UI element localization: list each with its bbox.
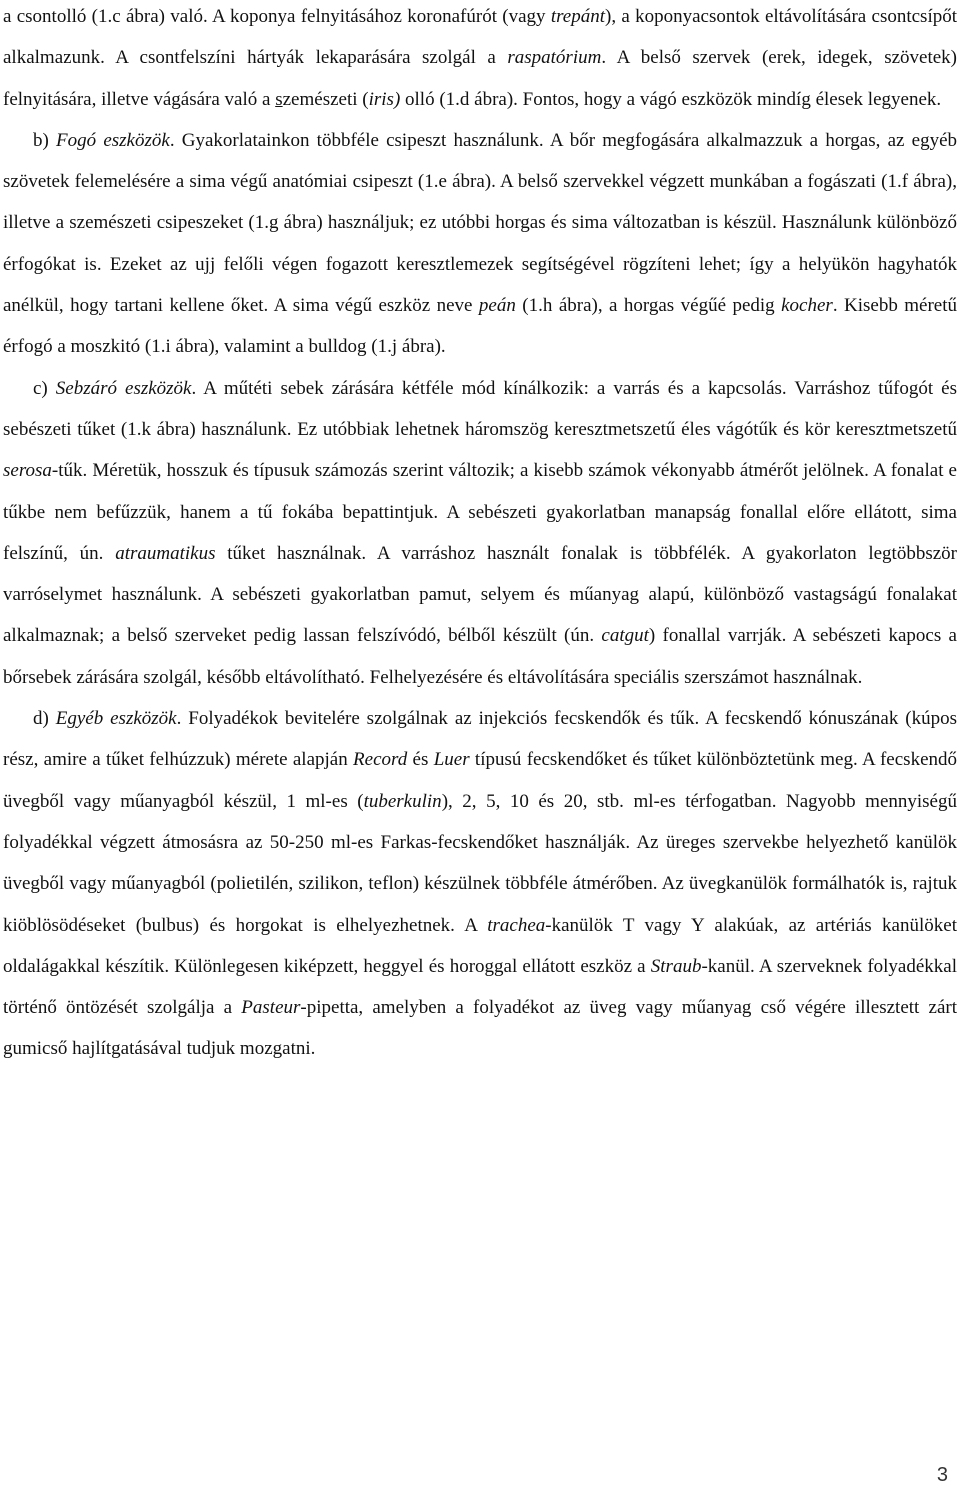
text-segment: ), 2, 5, 10 és 20, stb. ml-es térfogatban. Nagyobb mennyiségű folyadékkal végzett átmosásra az 50-250 ml-es Farkas-fecskendőket használják. Az üreges szervekbe helyezhető kanülök üvegből vagy műanyagból (polietilén, szilikon, teflon) készülnek többféle átmérőben. Az üvegkanülök formálhatók is, rajtuk kiöblösödéseket (bulbus) és horgokat is elhelyezhetnek. A: [3, 790, 957, 936]
text-segment: Straub: [650, 955, 702, 977]
text-segment: iris): [368, 88, 401, 110]
text-segment: . Gyakorlatainkon többféle csipeszt használunk. A bőr megfogására alkalmazzuk a horgas, az egyéb szövetek felemelésére a sima végű anatómiai csipeszt (1.e ábra). A belső szervekkel végzett munkában a fogászati (1.f ábra), illetve a szemészeti csipeszeket (1.g ábra) használjuk; ez utóbbi horgas és sima változatban is készül. Használunk különböző érfogókat is. Ezeket az ujj felőli végen fogazott keresztlemezek segítségével rögzíteni lehet; így a helyükön hagyhatók anélkül, hogy tartani kellene őket. A sima végű eszköz neve: [3, 129, 958, 317]
text-segment: c): [33, 377, 56, 399]
text-segment: -kanül. A szerveknek folyadékkal történő öntözését szolgálja a: [3, 955, 957, 1019]
text-segment: trachea: [487, 914, 546, 936]
text-segment: Sebzáró eszközök: [55, 377, 192, 399]
text-segment: b): [33, 129, 57, 151]
text-segment: típusú fecskendőket és tűket különböztetünk meg. A fecskendő üvegből vagy műanyagból készül, 1 ml-es (: [3, 749, 958, 812]
text-segment: olló (1.d ábra). Fontos, hogy a vágó eszközök mindíg élesek legyenek.: [400, 88, 942, 110]
text-segment: Egyéb eszközök: [55, 708, 177, 730]
text-segment: zemészeti (: [282, 88, 369, 110]
text-segment: Pasteur: [241, 997, 301, 1019]
text-segment: -pipetta, amelyben a folyadékot az üveg vagy műanyag cső végére illesztett zárt gumicső hajlítgatásával tudjuk mozgatni.: [3, 997, 957, 1060]
page-number: 3: [936, 1464, 948, 1486]
text-segment: . Kisebb méretű érfogó a moszkitó (1.i ábra), valamint a bulldog (1.j ábra).: [3, 295, 958, 358]
text-segment: kocher: [781, 295, 833, 317]
text-segment: -tűk. Méretük, hosszuk és típusuk számozás szerint változik; a kisebb számok vékonyabb átmérőt jelölnek. A fonalat e tűkbe nem befűzzük, hanem a tű fokába bepattintjuk. A sebészeti gyakorlatban manapság fonallal előre ellátott, sima felszínű, ún.: [3, 460, 957, 564]
text-segment: d): [33, 708, 56, 730]
text-segment: . A belső szervek (erek, idegek, szövetek) felnyitására, illetve vágására való a: [3, 47, 957, 110]
text-segment: raspatórium: [507, 47, 602, 69]
text-segment: tuberkulin: [363, 790, 442, 812]
text-segment: peán: [478, 295, 516, 317]
paragraph-wound-closing-tools: [3, 368, 957, 698]
text-segment: tűket használnak. A varráshoz használt fonalak is többfélék. A gyakorlaton legtöbbször varróselymet használunk. A sebészeti gyakorlatban pamut, selyem és műanyag alapú, különböző vastagságú fonalakat alkalmaznak; a belső szerveket pedig lassan felszívódó, bélből készült (ún.: [3, 542, 957, 647]
paragraph-grasping-tools: [3, 120, 957, 368]
text-segment: trepánt: [550, 6, 606, 27]
text-segment: . A műtéti sebek zárására kétféle mód kínálkozik: a varrás és a kapcsolás. Varráshoz tűfogót és sebészeti tűket (1.k ábra) használunk. Ez utóbbiak lehetnek háromszög keresztmetszetű éles vágótűk és kör keresztmetszetű: [3, 377, 958, 440]
text-segment: Luer: [433, 749, 470, 771]
paragraph-other-tools: [3, 698, 957, 1070]
text-segment: és: [407, 749, 434, 771]
text-segment: atraumatikus: [115, 542, 216, 564]
text-segment: catgut: [601, 625, 649, 647]
text-segment: serosa: [3, 460, 52, 482]
text-segment: Fogó eszközök: [56, 129, 170, 151]
text-segment: a csontolló (1.c ábra) való. A koponya felnyitásához koronafúrót (vagy: [3, 6, 551, 27]
text-segment: s: [275, 88, 283, 110]
text-segment: -kanülök T vagy Y alakúak, az artériás kanülöket oldalágakkal készítik. Különlegesen kiképzett, heggyel és horoggal ellátott eszköz a: [3, 914, 957, 977]
text-segment: ) fonallal varrják. A sebészeti kapocs a bőrsebek zárására szolgál, később eltávolítható. Felhelyezésére és eltávolítására speciális szerszámot használnak.: [3, 625, 957, 688]
paragraph-cutting-tools: [3, 0, 957, 120]
document-page: [3, 0, 957, 1070]
text-segment: Record: [353, 749, 408, 771]
text-segment: (1.h ábra), a horgas végűé pedig: [515, 295, 782, 317]
text-segment: ), a koponyacsontok eltávolítására csontcsípőt alkalmazunk. A csontfelszíni hártyák lekaparására szolgál a: [3, 6, 958, 69]
text-segment: . Folyadékok bevitelére szolgálnak az injekciós fecskendők és tűk. A fecskendő kónuszának (kúpos rész, amire a tűket felhúzzuk) mérete alapján: [3, 708, 957, 771]
